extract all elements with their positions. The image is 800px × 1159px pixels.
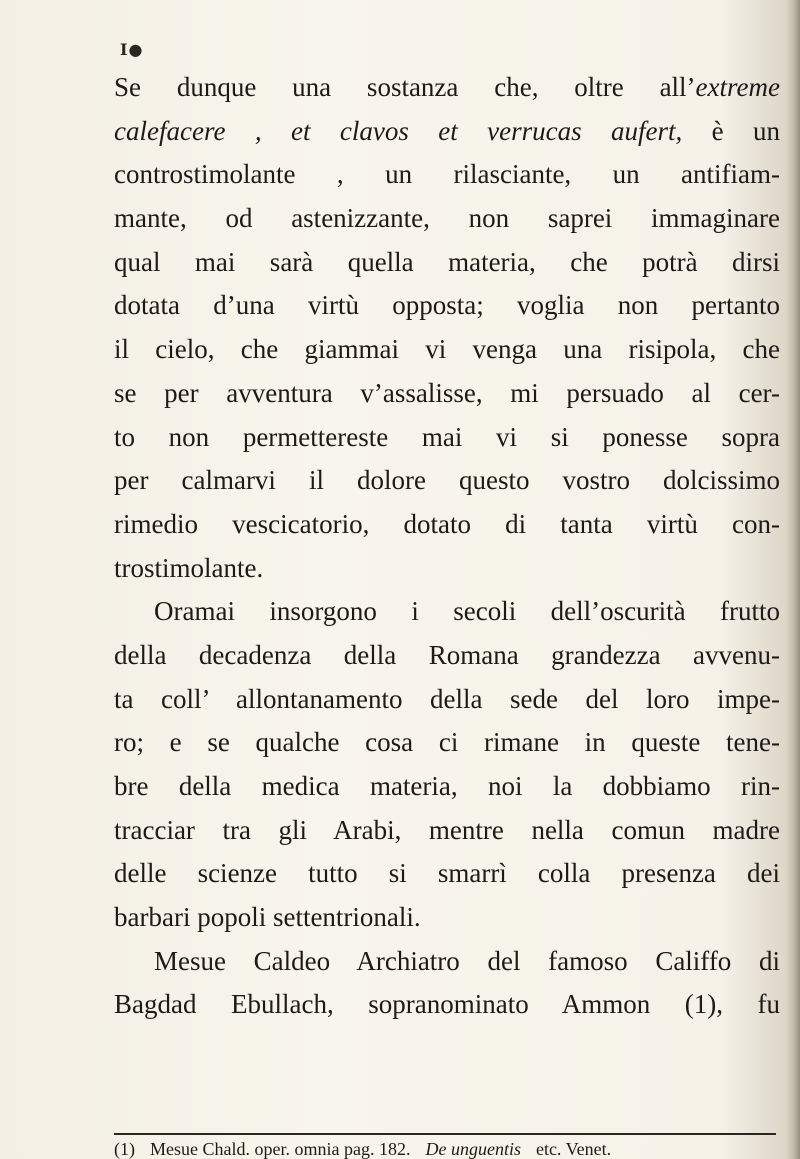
text-line: ta coll’ allontanamento della sede del loro impe-	[114, 683, 780, 714]
text-line: Se dunque una sostanza che, oltre all’extreme	[114, 72, 780, 102]
text-line: to non permettereste mai vi si ponesse sopra	[114, 421, 780, 452]
text-line: il cielo, che giammai vi venga una risipola, che	[114, 334, 780, 365]
text-line: per calmarvi il dolore questo vostro dolcissimo	[114, 465, 780, 496]
footnote	[114, 1140, 780, 1159]
text-line: delle scienze tutto si smarrì colla presenza dei	[114, 858, 780, 889]
text-line: dotata d’una virtù opposta; voglia non pertanto	[114, 290, 780, 321]
footnote-italic-title: De unguentis	[425, 1139, 521, 1159]
footnote-rule	[114, 1133, 776, 1135]
text-line: barbari popoli settentrionali.	[114, 902, 421, 933]
text-line: tracciar tra gli Arabi, mentre nella comun madre	[114, 814, 780, 845]
text-line: Bagdad Ebullach, sopranominato Ammon (1), fu	[114, 989, 780, 1020]
text-line: calefacere , et clavos et verrucas aufert, è un	[114, 115, 781, 146]
text-line: Mesue Caldeo Archiatro del famoso Califfo di	[154, 945, 780, 976]
text-line: qual mai sarà quella materia, che potrà dirsi	[114, 246, 780, 277]
page-signature-mark: I●	[120, 40, 144, 59]
body-text	[114, 66, 780, 1027]
text-line: Oramai insorgono i secoli dell’oscurità frutto	[154, 596, 780, 627]
footnote-marker: (1)	[114, 1139, 135, 1159]
text-line: ro; e se qualche cosa ci rimane in queste tene-	[114, 727, 780, 758]
footnote-text: Mesue Chald. oper. omnia pag. 182.	[150, 1139, 411, 1159]
text-line: trostimolante.	[114, 552, 264, 583]
text-line: se per avventura v’assalisse, mi persuado al cer-	[114, 377, 780, 408]
text-line: della decadenza della Romana grandezza avvenu-	[114, 639, 780, 670]
text-line: controstimolante , un rilasciante, un antifiam-	[114, 159, 780, 190]
footnote-text-end: etc. Venet.	[535, 1139, 612, 1159]
text-line: bre della medica materia, noi la dobbiamo rin-	[114, 771, 780, 801]
text-line: mante, od astenizzante, non saprei immaginare	[114, 203, 780, 234]
text-line: rimedio vescicatorio, dotato di tanta virtù con-	[114, 508, 780, 539]
page-edge-shadow	[786, 0, 800, 1159]
